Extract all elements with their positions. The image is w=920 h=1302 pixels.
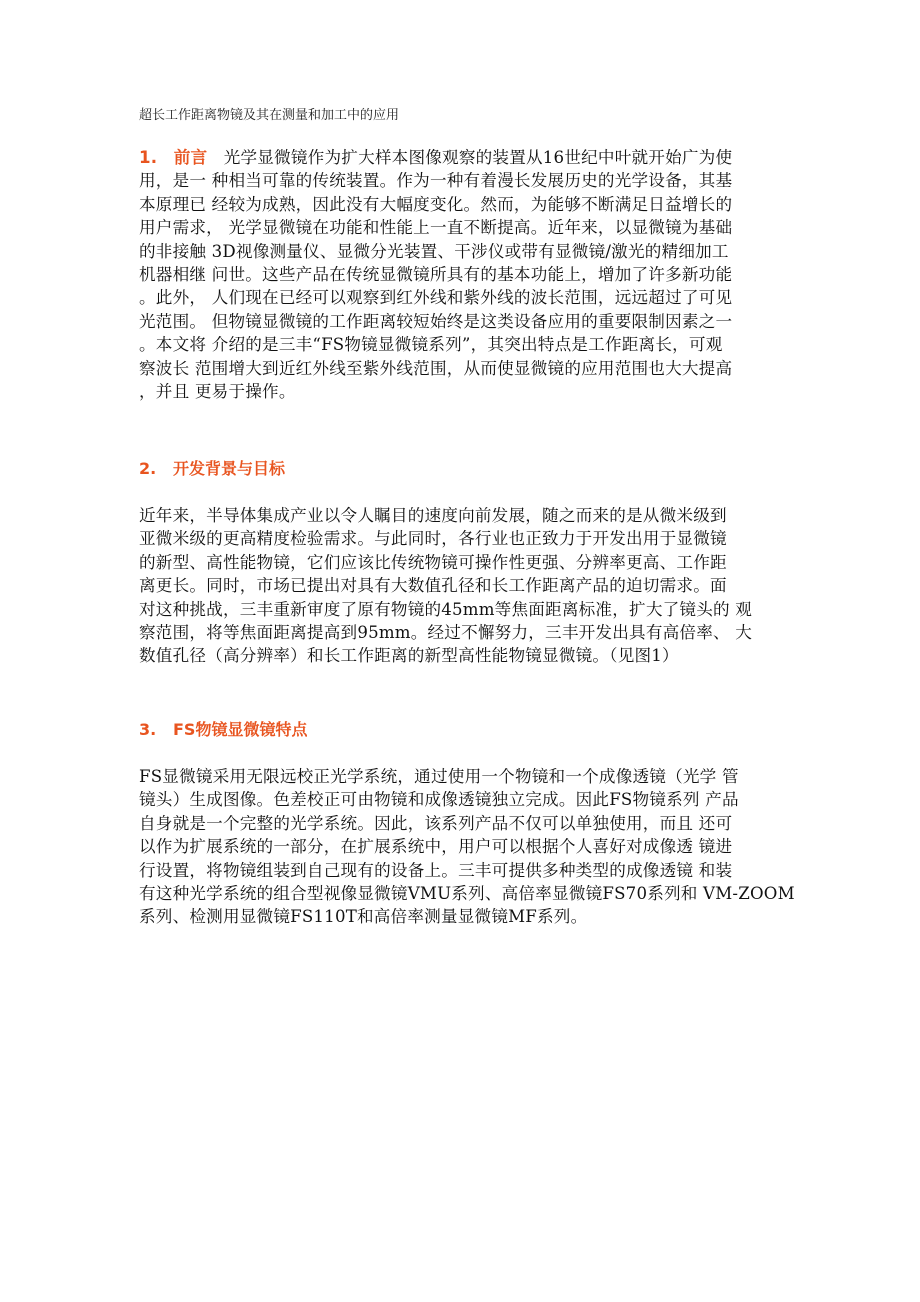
section-3-heading: FS物镜显微镜特点	[173, 720, 308, 739]
paragraph-line: 有这种光学系统的组合型视像显微镜VMU系列、高倍率显微镜FS70系列和 VM-ZOOM	[139, 884, 795, 904]
paragraph-line: 系列、检测用显微镜FS110T和高倍率测量显微镜MF系列。	[139, 907, 588, 927]
section-3-number: 3.	[139, 720, 157, 739]
paragraph-line: 对这种挑战，三丰重新审度了原有物镜的45mm等焦面距离标准，扩大了镜头的 观	[139, 599, 753, 619]
paragraph-line: 本原理已 经较为成熟，因此没有大幅度变化。然而，为能够不断满足日益增长的	[139, 194, 733, 214]
paragraph-line: ，并且 更易于操作。	[139, 382, 296, 402]
paragraph-line: 自身就是一个完整的光学系统。因此，该系列产品不仅可以单独使用，而且 还可	[139, 813, 733, 833]
paragraph-line: 的新型、高性能物镜，它们应该比传统物镜可操作性更强、分辨率更高、工作距	[139, 552, 727, 572]
paragraph-line: 察范围，将等焦面距离提高到95mm。经过不懈努力，三丰开发出具有高倍率、 大	[139, 623, 753, 643]
section-1-first-line	[139, 146, 794, 169]
paragraph-line: 光范围。 但物镜显微镜的工作距离较短始终是这类设备应用的重要限制因素之一	[139, 311, 733, 331]
section-2-heading-row	[139, 458, 285, 480]
paragraph-line: 亚微米级的更高精度检验需求。与此同时，各行业也正致力于开发出用于显微镜	[139, 529, 727, 549]
section-fs-features	[139, 765, 794, 929]
paragraph-line: 镜头）生成图像。色差校正可由物镜和成像透镜独立完成。因此FS物镜系列 产品	[139, 790, 739, 810]
paragraph-line: 用户需求， 光学显微镜在功能和性能上一直不断提高。近年来，以显微镜为基础	[139, 218, 733, 238]
section-3-heading-row	[139, 719, 307, 741]
section-1-heading: 前言	[173, 148, 208, 167]
section-1-paragraph	[139, 146, 794, 403]
paragraph-line: 机器相继 问世。这些产品在传统显微镜所具有的基本功能上，增加了许多新功能	[139, 265, 733, 285]
paragraph-line: 用，是一 种相当可靠的传统装置。作为一种有着漫长发展历史的光学设备，其基	[139, 171, 733, 191]
paragraph-line: 光学显微镜作为扩大样本图像观察的装置从16世纪中叶就开始广为使	[223, 148, 733, 167]
paragraph-line: 离更长。同时，市场已提出对具有大数值孔径和长工作距离产品的迫切需求。面	[139, 576, 727, 596]
paragraph-line: 的非接触 3D视像测量仪、显微分光装置、干涉仪或带有显微镜/激光的精细加工	[139, 241, 729, 261]
document-title: 超长工作距离物镜及其在测量和加工中的应用	[139, 108, 400, 123]
section-2-paragraph	[139, 504, 794, 668]
paragraph-line: 数值孔径（高分辨率）和长工作距离的新型高性能物镜显微镜。（见图1）	[139, 646, 679, 666]
paragraph-line: FS显微镜采用无限远校正光学系统，通过使用一个物镜和一个成像透镜（光学 管	[139, 767, 739, 786]
paragraph-line: 察波长 范围增大到近红外线至紫外线范围，从而使显微镜的应用范围也大大提高	[139, 358, 733, 378]
section-introduction	[139, 146, 794, 403]
paragraph-line: 。此外， 人们现在已经可以观察到红外线和紫外线的波长范围，远远超过了可见	[139, 288, 733, 308]
paragraph-line: 。本文将 介绍的是三丰“FS物镜显微镜系列”，其突出特点是工作距离长，可观	[139, 335, 723, 355]
paragraph-line: 行设置，将物镜组装到自己现有的设备上。三丰可提供多种类型的成像透镜 和装	[139, 860, 733, 880]
section-3-paragraph	[139, 765, 794, 929]
section-2-number: 2.	[139, 459, 157, 478]
section-1-number: 1.	[139, 148, 158, 167]
section-2-heading: 开发背景与目标	[173, 459, 286, 478]
section-development-background	[139, 504, 794, 668]
paragraph-line: 以作为扩展系统的一部分，在扩展系统中，用户可以根据个人喜好对成像透 镜进	[139, 837, 733, 857]
paragraph-line: 近年来，半导体集成产业以令人瞩目的速度向前发展，随之而来的是从微米级到	[139, 506, 727, 525]
